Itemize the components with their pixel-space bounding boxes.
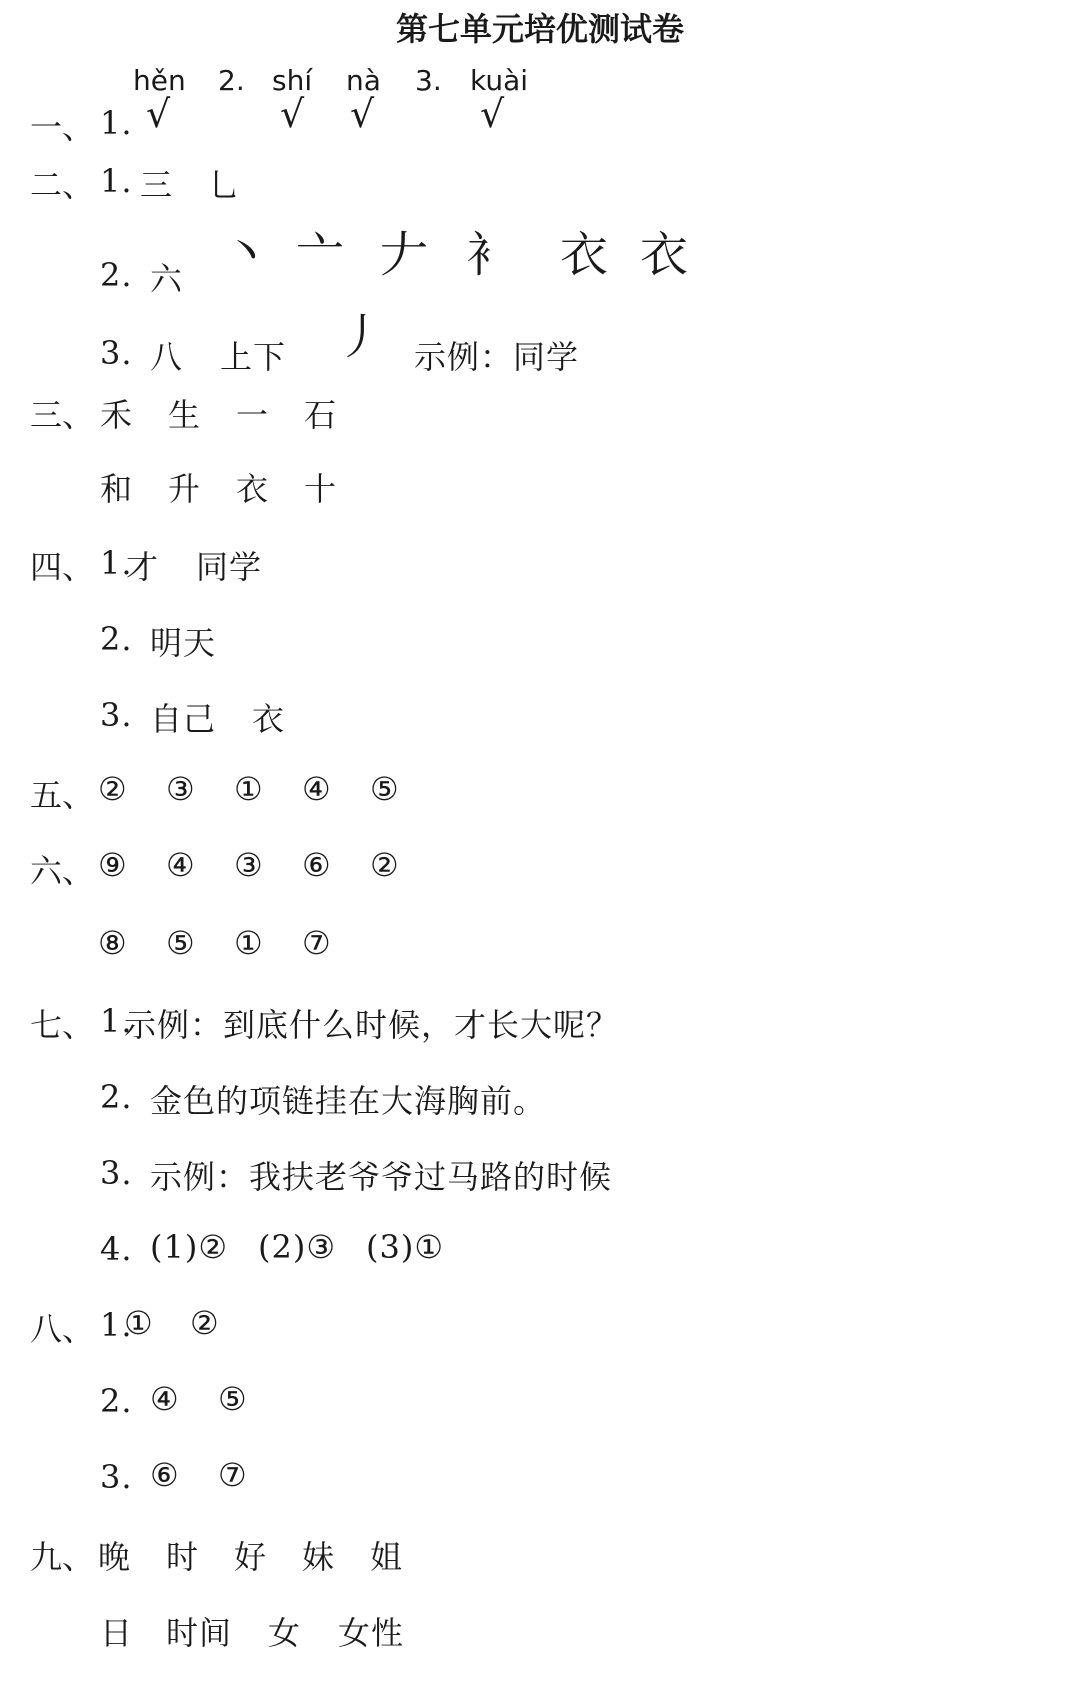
answer-text: ⑥ bbox=[150, 1456, 180, 1494]
pinyin-1: hěn bbox=[133, 64, 186, 97]
item-number: 3. bbox=[100, 334, 133, 372]
item-number: 1. bbox=[100, 162, 133, 200]
answer-text: ② bbox=[190, 1304, 220, 1342]
answer-text: 示例：我扶老爷爷过马路的时候 bbox=[150, 1158, 613, 1196]
answer-text: 同学 bbox=[196, 548, 263, 586]
answer-text: ⑧ bbox=[98, 924, 128, 962]
answer-text: 姐 bbox=[370, 1538, 404, 1576]
answer-text: 十 bbox=[304, 470, 338, 508]
answer-text: ① bbox=[234, 770, 264, 808]
answer-text: ⑤ bbox=[166, 924, 196, 962]
stroke-order-step: 衣 bbox=[560, 227, 609, 283]
section-label: 八、 bbox=[30, 1310, 95, 1348]
answer-text: 六 bbox=[150, 260, 184, 298]
answer-text: ④ bbox=[166, 846, 196, 884]
answer-text: ⑤ bbox=[370, 770, 400, 808]
answer-text: 明天 bbox=[150, 624, 217, 662]
answer-text: 乚 bbox=[208, 166, 242, 204]
section-label: 六、 bbox=[30, 852, 95, 890]
answer-text: 衣 bbox=[236, 470, 270, 508]
answer-text: 衣 bbox=[252, 700, 286, 738]
item-number: 1. bbox=[100, 1306, 133, 1344]
answer-text: ③ bbox=[166, 770, 196, 808]
item-number: 2. bbox=[100, 620, 133, 658]
item-number: 1. bbox=[100, 1002, 133, 1040]
answer-text: 石 bbox=[304, 396, 338, 434]
answer-text: 三 bbox=[140, 166, 174, 204]
section-label: 七、 bbox=[30, 1006, 95, 1044]
answer-text: ① bbox=[234, 924, 264, 962]
section-label: 九、 bbox=[30, 1538, 95, 1576]
stroke-order-step: 丿 bbox=[336, 309, 385, 365]
answer-text: 女 bbox=[268, 1614, 302, 1652]
check-mark-icon: √ bbox=[350, 92, 375, 136]
stroke-order-step: 衤 bbox=[466, 227, 515, 283]
answer-text: 女性 bbox=[338, 1614, 405, 1652]
answer-text: 升 bbox=[168, 470, 202, 508]
check-mark-icon: √ bbox=[280, 92, 305, 136]
section-label: 四、 bbox=[30, 548, 95, 586]
answer-text: 自己 bbox=[150, 700, 217, 738]
item-number: 2. bbox=[218, 64, 245, 97]
answer-text: ⑦ bbox=[302, 924, 332, 962]
item-number: 1. bbox=[100, 544, 133, 582]
answer-text: 示例：到底什么时候，才长大呢？ bbox=[124, 1006, 620, 1044]
stroke-order-step: 衣 bbox=[640, 227, 689, 283]
answer-text: 示例：同学 bbox=[414, 338, 580, 376]
check-mark-icon: √ bbox=[146, 92, 171, 136]
stroke-order-step: 丶 bbox=[222, 225, 271, 281]
answer-text: 才 bbox=[126, 548, 160, 586]
answer-text: 妹 bbox=[302, 1538, 336, 1576]
check-mark-icon: √ bbox=[480, 92, 505, 136]
answer-text: 日 bbox=[100, 1614, 134, 1652]
answer-text: ⑤ bbox=[218, 1380, 248, 1418]
stroke-order-step: 𠂇 bbox=[380, 227, 429, 283]
section-label: 一、 bbox=[30, 108, 95, 146]
answer-text: 时 bbox=[166, 1538, 200, 1576]
section-label: 五、 bbox=[30, 776, 95, 814]
answer-text: ② bbox=[370, 846, 400, 884]
item-number: 1. bbox=[100, 104, 133, 142]
answer-text: 生 bbox=[168, 396, 202, 434]
answer-text: 禾 bbox=[100, 396, 134, 434]
item-number: 2. bbox=[100, 1382, 133, 1420]
answer-text: ① bbox=[124, 1304, 154, 1342]
answer-text: ② bbox=[98, 770, 128, 808]
answer-text: 金色的项链挂在大海胸前。 bbox=[150, 1082, 547, 1120]
item-number: 4. bbox=[100, 1230, 133, 1268]
pinyin-3: nà bbox=[346, 64, 381, 97]
item-number: 3. bbox=[100, 1458, 133, 1496]
pinyin-2: shí bbox=[272, 64, 313, 97]
item-number: 3. bbox=[100, 1154, 133, 1192]
stroke-order-step: 亠 bbox=[296, 227, 345, 283]
answer-text: ③ bbox=[234, 846, 264, 884]
answer-text: 上下 bbox=[220, 338, 287, 376]
answer-text: (1)② bbox=[150, 1228, 229, 1266]
answer-text: (2)③ bbox=[258, 1228, 337, 1266]
item-number: 3. bbox=[415, 64, 442, 97]
answer-text: ⑦ bbox=[218, 1456, 248, 1494]
answer-text: ⑥ bbox=[302, 846, 332, 884]
item-number: 2. bbox=[100, 1078, 133, 1116]
answer-text: 好 bbox=[234, 1538, 268, 1576]
answer-text: 一 bbox=[236, 396, 270, 434]
section-label: 三、 bbox=[30, 396, 95, 434]
answer-text: ⑨ bbox=[98, 846, 128, 884]
answer-text: ④ bbox=[302, 770, 332, 808]
section-label: 二、 bbox=[30, 166, 95, 204]
answer-text: (3)① bbox=[366, 1228, 445, 1266]
page-title: 第七单元培优测试卷 bbox=[395, 10, 684, 48]
answer-text: ④ bbox=[150, 1380, 180, 1418]
answer-text: 时间 bbox=[166, 1614, 233, 1652]
answer-text: 八 bbox=[150, 338, 184, 376]
item-number: 2. bbox=[100, 256, 133, 294]
answer-text: 晚 bbox=[98, 1538, 132, 1576]
item-number: 3. bbox=[100, 696, 133, 734]
pinyin-4: kuài bbox=[470, 64, 529, 97]
answer-text: 和 bbox=[100, 470, 134, 508]
